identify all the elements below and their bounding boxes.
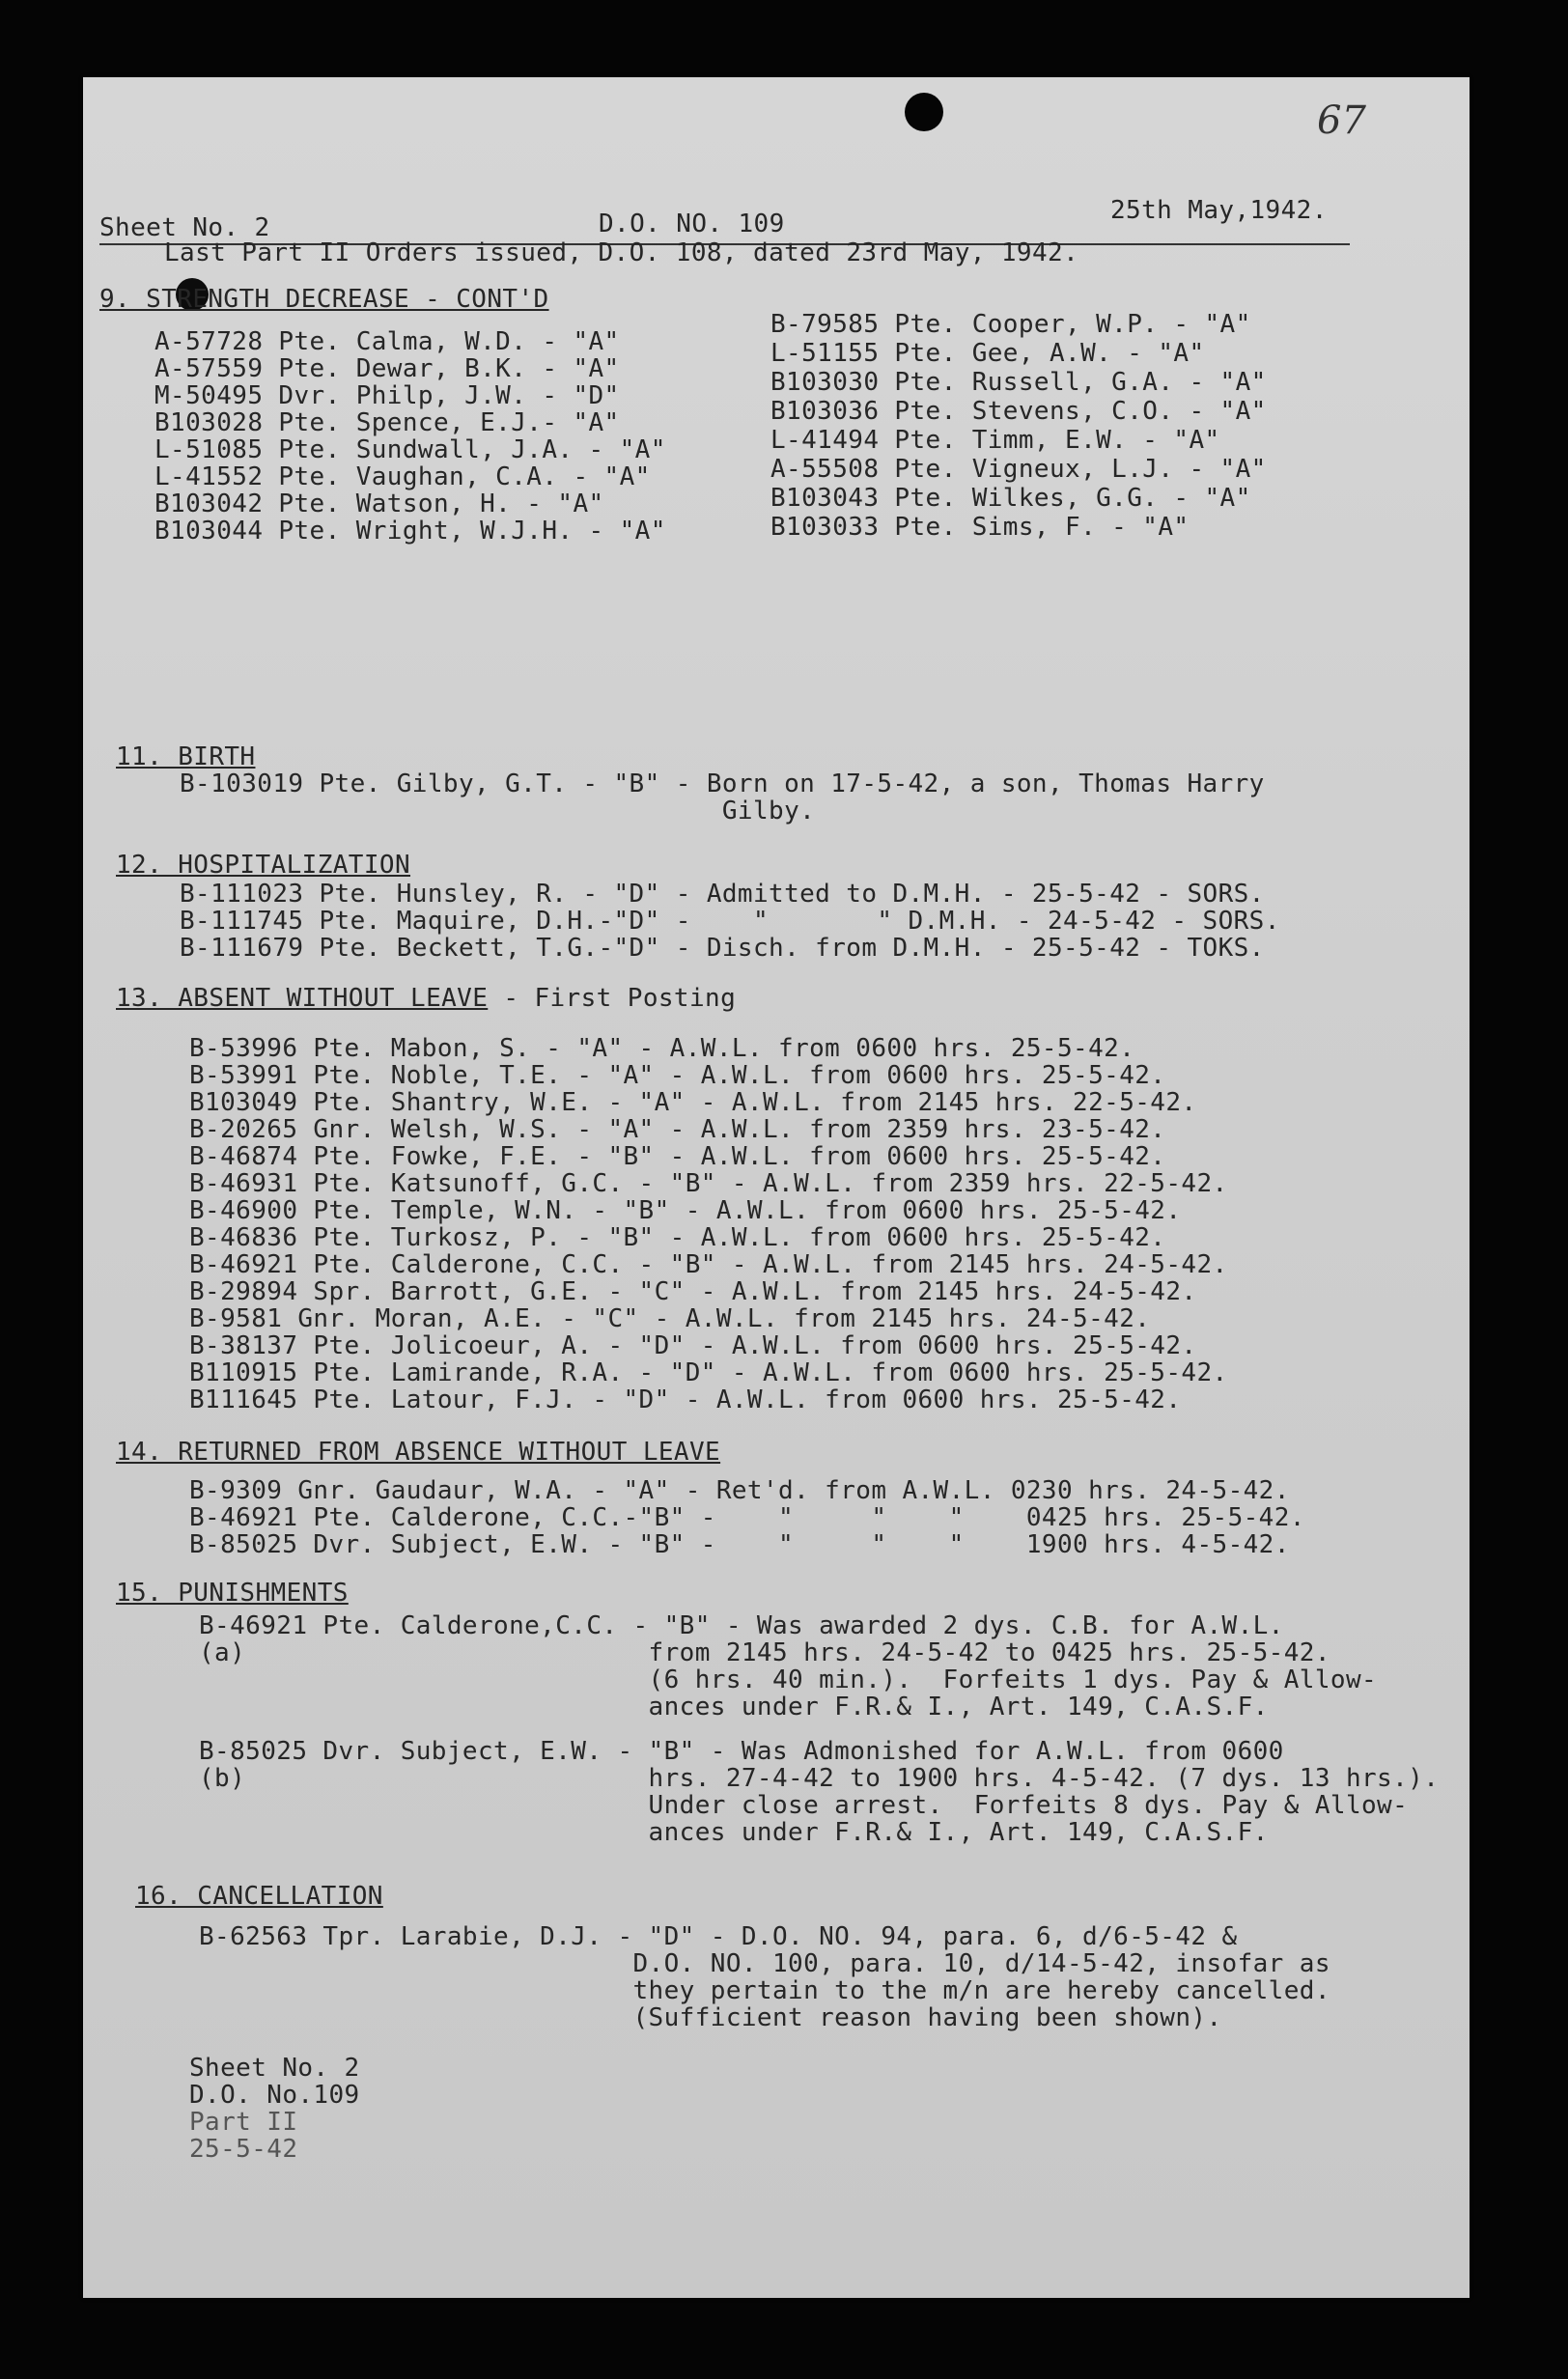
hospitalization-line: B-111679 Pte. Beckett, T.G.-"D" - Disch. from D.M.H. - 25-5-42 - TOKS. [180,934,1265,963]
list-item: A-57728 Pte. Calma, W.D. - "A" [154,327,620,356]
punishment-a-line: ances under F.R.& I., Art. 149, C.A.S.F. [199,1693,1269,1721]
cancellation-line: D.O. NO. 100, para. 10, d/14-5-42, insofar as [199,1949,1330,1978]
list-item: A-55508 Pte. Vigneux, L.J. - "A" [770,455,1267,484]
footer-line: Sheet No. 2 [189,2054,360,2083]
punishment-b-line: Under close arrest. Forfeits 8 dys. Pay & Allow- [199,1791,1409,1820]
awl-line: B-46931 Pte. Katsunoff, G.C. - "B" - A.W.L. from 2359 hrs. 22-5-42. [189,1169,1228,1198]
punishment-a-line: B-46921 Pte. Calderone,C.C. - "B" - Was awarded 2 dys. C.B. for A.W.L. [199,1611,1284,1640]
section-heading-strength-decrease: 9. STRENGTH DECREASE - CONT'D [99,285,549,314]
list-item: M-50495 Dvr. Philp, J.W. - "D" [154,381,620,410]
awl-line: B-53996 Pte. Mabon, S. - "A" - A.W.L. from 0600 hrs. 25-5-42. [189,1034,1135,1063]
page-number: 67 [1317,98,1366,143]
section-heading-awl [116,985,736,1012]
returned-line: B-46921 Pte. Calderone, C.C.-"B" - " " " 0425 hrs. 25-5-42. [189,1503,1305,1532]
section-heading-birth: 11. BIRTH [116,742,256,771]
awl-line: B103049 Pte. Shantry, W.E. - "A" - A.W.L. from 2145 hrs. 22-5-42. [189,1088,1197,1117]
section-heading-punishments: 15. PUNISHMENTS [116,1579,349,1608]
returned-line: B-9309 Gnr. Gaudaur, W.A. - "A" - Ret'd. from A.W.L. 0230 hrs. 24-5-42. [189,1476,1290,1505]
footer-line: D.O. No.109 [189,2081,360,2110]
punishment-b-line: ances under F.R.& I., Art. 149, C.A.S.F. [199,1818,1269,1847]
returned-line: B-85025 Dvr. Subject, E.W. - "B" - " " " 1900 hrs. 4-5-42. [189,1530,1290,1559]
sheet-number: Sheet No. 2 [99,213,270,242]
awl-line: B-46874 Pte. Fowke, F.E. - "B" - A.W.L. from 0600 hrs. 25-5-42. [189,1142,1166,1171]
punishment-b-line: (b) hrs. 27-4-42 to 1900 hrs. 4-5-42. (7 dys. 13 hrs.). [199,1764,1440,1793]
footer-line: Part II [189,2108,298,2137]
birth-line: Gilby. [180,797,816,826]
hospitalization-line: B-111745 Pte. Maquire, D.H.-"D" - " " D.M.H. - 24-5-42 - SORS. [180,907,1280,936]
awl-line: B110915 Pte. Lamirande, R.A. - "D" - A.W.L. from 0600 hrs. 25-5-42. [189,1358,1228,1387]
awl-line: B-9581 Gnr. Moran, A.E. - "C" - A.W.L. from 2145 hrs. 24-5-42. [189,1304,1151,1333]
list-item: B103044 Pte. Wright, W.J.H. - "A" [154,517,666,546]
list-item: B103036 Pte. Stevens, C.O. - "A" [770,397,1267,426]
list-item: L-41552 Pte. Vaughan, C.A. - "A" [154,462,651,491]
list-item: A-57559 Pte. Dewar, B.K. - "A" [154,354,620,383]
list-item: B103030 Pte. Russell, G.A. - "A" [770,368,1267,397]
list-item: B-79585 Pte. Cooper, W.P. - "A" [770,310,1251,339]
section-heading-cancellation: 16. CANCELLATION [135,1882,383,1911]
punch-hole [905,93,943,131]
list-item: L-51155 Pte. Gee, A.W. - "A" [770,339,1205,368]
cancellation-line: B-62563 Tpr. Larabie, D.J. - "D" - D.O. NO. 94, para. 6, d/6-5-42 & [199,1922,1238,1951]
order-number: D.O. NO. 109 [599,210,785,238]
awl-line: B-29894 Spr. Barrott, G.E. - "C" - A.W.L. from 2145 hrs. 24-5-42. [189,1277,1197,1306]
list-item: B103043 Pte. Wilkes, G.G. - "A" [770,484,1251,513]
awl-line: B-53991 Pte. Noble, T.E. - "A" - A.W.L. from 0600 hrs. 25-5-42. [189,1061,1166,1090]
cancellation-line: they pertain to the m/n are hereby cancelled. [199,1976,1330,2005]
section-heading-hospitalization: 12. HOSPITALIZATION [116,851,411,880]
awl-heading-subtitle: - First Posting [488,984,737,1013]
list-item: L-41494 Pte. Timm, E.W. - "A" [770,426,1220,455]
list-item: L-51085 Pte. Sundwall, J.A. - "A" [154,435,666,464]
awl-line: B-46836 Pte. Turkosz, P. - "B" - A.W.L. from 0600 hrs. 25-5-42. [189,1223,1166,1252]
punishment-a-line: (a) from 2145 hrs. 24-5-42 to 0425 hrs. 25-5-42. [199,1638,1330,1667]
awl-line: B-46921 Pte. Calderone, C.C. - "B" - A.W.L. from 2145 hrs. 24-5-42. [189,1250,1228,1279]
order-date: 25th May,1942. [1110,196,1328,225]
awl-line: B111645 Pte. Latour, F.J. - "D" - A.W.L. from 0600 hrs. 25-5-42. [189,1385,1182,1414]
awl-heading-title: 13. ABSENT WITHOUT LEAVE [116,984,489,1013]
awl-line: B-20265 Gnr. Welsh, W.S. - "A" - A.W.L. from 2359 hrs. 23-5-42. [189,1115,1166,1144]
hospitalization-line: B-111023 Pte. Hunsley, R. - "D" - Admitted to D.M.H. - 25-5-42 - SORS. [180,880,1265,909]
cancellation-line: (Sufficient reason having been shown). [199,2003,1222,2032]
punishment-a-line: (6 hrs. 40 min.). Forfeits 1 dys. Pay & Allow- [199,1665,1378,1694]
section-heading-returned-awl: 14. RETURNED FROM ABSENCE WITHOUT LEAVE [116,1438,721,1467]
list-item: B103028 Pte. Spence, E.J.- "A" [154,408,620,437]
footer-line: 25-5-42 [189,2135,298,2164]
list-item: B103033 Pte. Sims, F. - "A" [770,513,1190,542]
punishment-b-line: B-85025 Dvr. Subject, E.W. - "B" - Was Admonished for A.W.L. from 0600 [199,1737,1284,1766]
list-item: B103042 Pte. Watson, H. - "A" [154,490,604,518]
birth-line: B-103019 Pte. Gilby, G.T. - "B" - Born on 17-5-42, a son, Thomas Harry [180,770,1265,798]
awl-line: B-38137 Pte. Jolicoeur, A. - "D" - A.W.L. from 0600 hrs. 25-5-42. [189,1331,1197,1360]
awl-line: B-46900 Pte. Temple, W.N. - "B" - A.W.L. from 0600 hrs. 25-5-42. [189,1196,1182,1225]
last-orders-line: Last Part II Orders issued, D.O. 108, dated 23rd May, 1942. [164,238,1079,267]
